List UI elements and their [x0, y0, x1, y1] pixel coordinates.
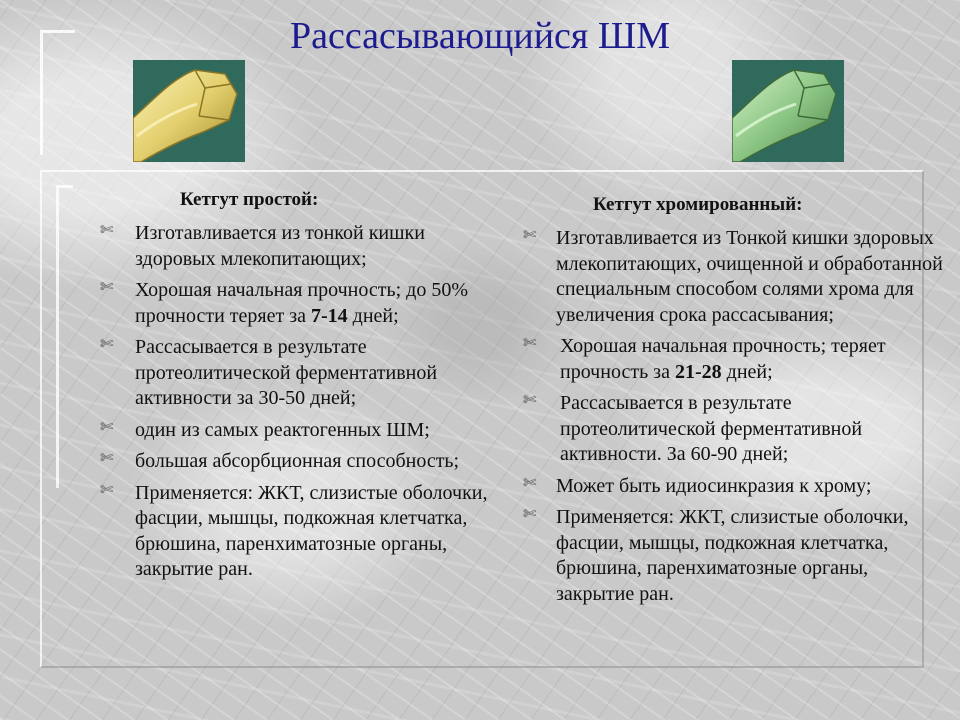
list-item-text: один из самых реактогенных ШМ;: [135, 418, 430, 441]
list-item: [518, 334, 943, 385]
list-item: [95, 449, 495, 475]
list-item: [95, 221, 495, 272]
scissors-icon: ✄: [523, 474, 537, 492]
scissors-icon: ✄: [100, 336, 114, 353]
list-item: [518, 391, 943, 468]
list-item: [518, 505, 943, 607]
list-item: [95, 278, 495, 329]
plain-catgut-list: [95, 221, 495, 583]
list-item-text: Рассасывается в результате протеолитической ферментативной активности. За 60-90 дней;: [560, 392, 863, 465]
list-item-text: большая абсорбционная способность;: [135, 450, 460, 472]
list-item: [95, 335, 495, 412]
scissors-icon: ✄: [523, 227, 537, 244]
scissors-icon: ✄: [523, 506, 537, 523]
scissors-icon: ✄: [523, 335, 537, 352]
days-range: 7-14: [310, 304, 348, 327]
list-item-text: дней;: [347, 304, 399, 327]
chromic-catgut-column: [518, 193, 943, 613]
chromic-catgut-suture-image: [732, 60, 844, 162]
days-range: 21-28: [674, 360, 722, 383]
slide-title: Рассасывающийся ШМ: [289, 15, 671, 57]
list-item: [95, 418, 495, 444]
list-item-text: Изготавливается из тонкой кишки здоровых млекопитающих;: [135, 222, 425, 270]
list-item-text: Изготавливается из Тонкой кишки здоровых млекопитающих, очищенной и обработанной специальным способом солями хрома для увеличения срока рассасывания;: [556, 227, 943, 326]
list-item: [95, 481, 495, 583]
list-item-text: Хорошая начальная прочность; до 50% прочности теряет за: [135, 279, 469, 327]
plain-catgut-heading: Кетгут простой:: [180, 189, 319, 210]
scissors-icon: ✄: [100, 418, 114, 436]
list-item-text: Рассасывается в результате протеолитической ферментативной активности за 30-50 дней;: [135, 336, 438, 409]
list-item: [518, 226, 943, 328]
scissors-icon: ✄: [100, 481, 114, 499]
list-item-text: Применяется: ЖКТ, слизистые оболочки, фасции, мышцы, подкожная клетчатка, брюшина, паренхиматозные органы, закрытие ран.: [135, 481, 488, 580]
list-item-text: Хорошая начальная прочность; теряет прочность за: [560, 335, 886, 383]
scissors-icon: ✄: [523, 392, 537, 409]
list-item-text: дней;: [721, 360, 773, 383]
scissors-icon: ✄: [100, 222, 114, 239]
list-item-text: Применяется: ЖКТ, слизистые оболочки, фасции, мышцы, подкожная клетчатка, брюшина, паренхиматозные органы, закрытие ран.: [556, 506, 909, 605]
list-item: [518, 474, 943, 500]
chromic-catgut-list: [518, 226, 943, 607]
plain-catgut-column: [95, 188, 495, 589]
chromic-catgut-heading: Кетгут хромированный:: [593, 194, 803, 215]
decorative-frame-line: [40, 30, 75, 155]
scissors-icon: ✄: [100, 450, 114, 467]
plain-catgut-suture-image: [133, 60, 245, 162]
decorative-frame-line: [56, 185, 73, 488]
scissors-icon: ✄: [100, 279, 114, 296]
list-item-text: Может быть идиосинкразия к хрому;: [556, 474, 872, 497]
